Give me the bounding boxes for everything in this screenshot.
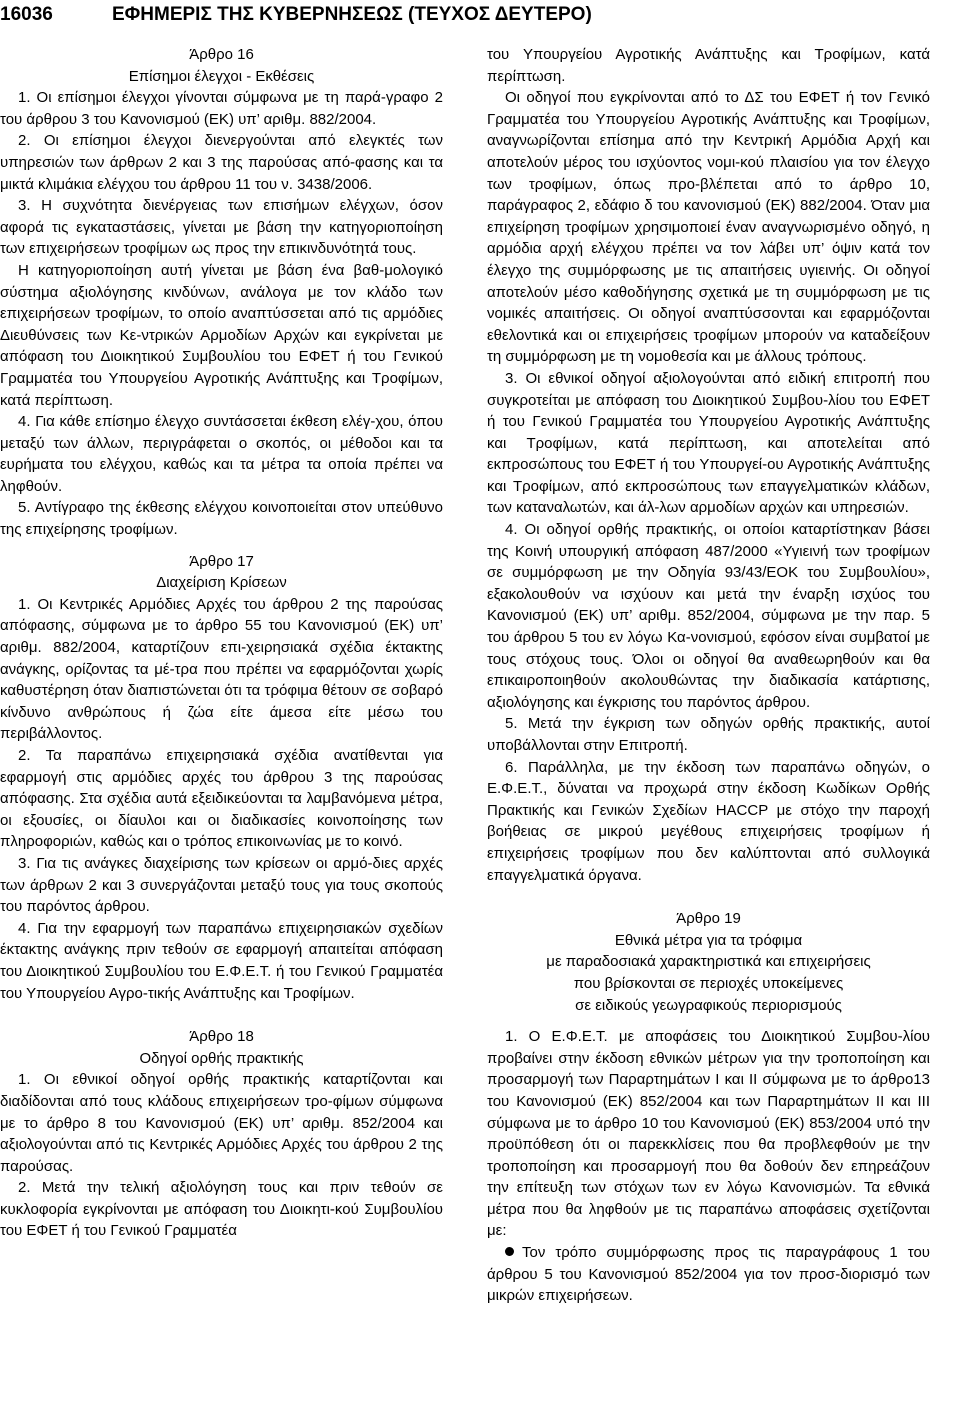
article-16-heading: [0, 44, 443, 87]
article-16-paragraph: Η κατηγοριοποίηση αυτή γίνεται με βάση ένα βαθ-μολογικό σύστημα αξιολόγησης κινδύνων, ανάλογα με τον κλάδο των επιχειρήσεων τροφίμων, το οποίο αναπτύσσεται από τις αρμόδιες Διευθύνσεις των Κε-ντρικών Αρμοδίων Αρχών και εγκρίνεται με απόφαση του Διοικητικού Συμβουλίου του ΕΦΕΤ ή του Γενικού Γραμματέα του Υπουργείου Αγροτικής Ανάπτυξης και Τροφίμων, κατά περίπτωση.: [0, 261, 443, 409]
spacer: [0, 1004, 443, 1026]
article-16-paragraph: 4. Για κάθε επίσημο έλεγχο συντάσσεται έκθεση ελέγ-χου, όπου μεταξύ των άλλων, περιγράφεται ο σκοπός, οι μέθοδοι και τα ευρήματα του ελέγχου, καθώς και τα μέτρα τα οποία πρέπει να ληφθούν.: [0, 413, 443, 495]
article-18-title: Οδηγοί ορθής πρακτικής: [139, 1049, 304, 1067]
article-16-title: Επίσημοι έλεγχοι - Εκθέσεις: [128, 67, 315, 85]
article-16-paragraph: 5. Αντίγραφο της έκθεσης ελέγχου κοινοποιείται στον υπεύθυνο της επιχείρησης τροφίμων.: [0, 499, 443, 539]
article-18-paragraph: Οι οδηγοί που εγκρίνονται από το ΔΣ του ΕΦΕΤ ή τον Γενικό Γραμματέα του Υπουργείου Αγροτικής Ανάπτυξης και Τροφίμων, αναγνωρίζονται επίσημα από την Κεντρική Αρμόδια Αρχή και αποτελούν μέρος του ισχύοντος νομι-κού πλαισίου για τον έλεγχο των τροφίμων, όπως προ-βλέπεται από το άρθρο 10, παράγραφος 2, εδάφιο δ του κανονισμού (ΕΚ) 882/2004. Όταν μια επιχείρηση τροφίμων χρησιμοποιεί έναν αναγνωρισμένο οδηγό, η αρμόδια αρχή ελέγχου πρέπει να τον λάβει υπ’ όψιν κατά τον έλεγχο της συμμόρφωσης με τις απαιτήσεις υγιεινής. Οι οδηγοί αποτελούν μέσο καθοδήγησης σχετικά με τη συμμόρφωση με τις νομικές απαιτήσεις. Οι οδηγοί αναπτύσσονται και εφαρμόζονται εθελοντικά και οι επιχειρήσεις τροφίμων μπορούν να καταδείξουν τη συμμόρφωση με τη νομοθεσία και με άλλους τρόπους.: [487, 89, 930, 366]
article-18-continued-paragraph: του Υπουργείου Αγροτικής Ανάπτυξης και Τροφίμων, κατά περίπτωση.: [487, 46, 930, 85]
article-18-heading: [0, 1026, 443, 1069]
left-column: [0, 44, 443, 1242]
article-16-number: Άρθρο 16: [189, 46, 254, 63]
article-16-paragraph: 2. Οι επίσημοι έλεγχοι διενεργούνται από ελεγκτές των υπηρεσιών των άρθρων 2 και 3 της παρούσας από-φασης και τα μικτά κλιμάκια ελέγχου του άρθρου 11 του ν. 3438/2006.: [0, 132, 443, 193]
journal-title: ΕΦΗΜΕΡΙΣ ΤΗΣ ΚΥΒΕΡΝΗΣΕΩΣ (ΤΕΥΧΟΣ ΔΕΥΤΕΡΟ): [112, 4, 592, 25]
article-19-title-line: που βρίσκονται σε περιοχές υποκείμενες: [573, 974, 844, 992]
article-18-number: Άρθρο 18: [189, 1028, 254, 1046]
article-19-title-line: με παραδοσιακά χαρακτηριστικά και επιχειρήσεις: [546, 953, 871, 971]
spacer: [487, 886, 930, 908]
page-header: [0, 2, 960, 32]
article-18-paragraph: 1. Οι εθνικοί οδηγοί ορθής πρακτικής καταρτίζονται και διαδίδονται από τους κλάδους επιχειρήσεων τρο-φίμων σύμφωνα με το άρθρο 8 του Κανονισμού (ΕΚ) υπ’ αριθμ. 852/2004 και αξιολογούνται από τις Κεντρικές Αρμόδιες Αρχές του άρθρου 2 της παρούσας.: [0, 1071, 443, 1175]
article-16-paragraph: 1. Οι επίσημοι έλεγχοι γίνονται σύμφωνα με τη παρά-γραφο 2 του άρθρου 3 του Κανονισμού (ΕΚ) υπ’ αριθμ. 882/2004.: [0, 89, 443, 128]
article-19-title-line: Εθνικά μέτρα για τα τρόφιμα: [614, 931, 803, 949]
article-17-title: Διαχείριση Κρίσεων: [156, 574, 287, 592]
article-18-paragraph: 5. Μετά την έγκριση των οδηγών ορθής πρακτικής, αυτοί υποβάλλονται στην Επιτροπή.: [487, 715, 930, 754]
article-17-number: Άρθρο 17: [189, 552, 254, 570]
article-19-heading: [487, 908, 930, 1016]
article-17-paragraph: 1. Οι Κεντρικές Αρμόδιες Αρχές του άρθρου 2 της παρούσας απόφασης, σύμφωνα με το άρθρο 55 του Κανονισμού (ΕΚ) υπ’ αριθμ. 882/2004, καταρτίζουν επι-χειρησιακά σχέδια έκτακτης ανάγκης, ορίζοντας τα μέ-τρα που πρέπει να εφαρμόζονται χωρίς καθυστέρηση όταν διαπιστώνεται ότι τα τρόφιμα θέτουν σε σοβαρό κίνδυνο ανθρώπους ή ζώα είτε άμεσα είτε μέσω του περιβάλλοντος.: [0, 595, 443, 743]
article-17-paragraph: 2. Τα παραπάνω επιχειρησιακά σχέδια ανατίθενται για εφαρμογή στις αρμόδιες αρχές του άρθρου 3 της παρούσας απόφασης. Στα σχέδια αυτά εξειδικεύονται τα λαμβανόμενα μέτρα, οι εξουσίες, οι δίαυλοι και οι διαδικασίες κοινοποίησης των πληροφοριών, καθώς και ο τρόπος επικοινωνίας με το κοινό.: [0, 747, 443, 851]
article-19-paragraph: 1. Ο Ε.Φ.Ε.Τ. με αποφάσεις του Διοικητικού Συμβου-λίου προβαίνει στην έκδοση εθνικών μέτρων για την τροποποίηση και προσαρμογή των Παραρτημάτων Ι και ΙΙ σύμφωνα με το άρθρο13 του Κανονισμού (ΕΚ) 852/2004 και των Παραρτημάτων ΙΙ και ΙΙΙ σύμφωνα με το άρθρο 10 του Κανονισμού (ΕΚ) 853/2004 υπό την προϋπόθεση ότι οι παρεκκλίσεις που θα προβλεφθούν με την τροποποίηση και προσαρμογή που θα δοθούν δεν επηρεάζουν την επίτευξη των στόχων των εν λόγω Κανονισμών. Τα εθνικά μέτρα που θα ληφθούν με τις παραπάνω αποφάσεις σχετίζονται με:: [487, 1028, 930, 1240]
bullet-icon: [505, 1247, 514, 1256]
article-18-paragraph: 6. Παράλληλα, με την έκδοση των παραπάνω οδηγών, ο Ε.Φ.Ε.Τ., δύναται να προχωρά στην έκδοση Κωδίκων Ορθής Πρακτικής και Γενικών Σχεδίων HACCP με στόχο την παροχή βοήθειας σε μικρού μεγέθους επιχειρήσεις τροφίμων ή επιχειρήσεις τροφίμων που δεν καλύπτονται από συλλογικά επαγγελματικά όργανα.: [487, 758, 930, 884]
article-16-paragraph: 3. Η συχνότητα διενέργειας των επισήμων ελέγχων, όσον αφορά τις εγκαταστάσεις, γίνεται με βάση την κατηγοριοποίηση των επιχειρήσεων τροφίμων ως προς την επικινδυνότητά τους.: [0, 197, 443, 258]
article-18-paragraph: 2. Μετά την τελική αξιολόγηση τους και πριν τεθούν σε κυκλοφορία εγκρίνονται με απόφαση του Διοικητι-κού Συμβουλίου του ΕΦΕΤ ή του Γενικού Γραμματέα: [0, 1179, 443, 1240]
article-19-number: Άρθρο 19: [676, 910, 741, 928]
spacer: [0, 541, 443, 551]
article-19-bullet-item: [487, 1242, 930, 1307]
article-18-paragraph: 3. Οι εθνικοί οδηγοί αξιολογούνται από ειδική επιτροπή που συγκροτείται με απόφαση του Διοικητικού Συμβου-λίου του ΕΦΕΤ ή του Γενικού Γραμματέα του Υπουργείου Αγροτικής Ανάπτυξης και Τροφίμων, κατά περίπτωση, και αποτελείται από εκπροσώπους του ΕΦΕΤ ή του Υπουργεί-ου Αγροτικής Ανάπτυξης και Τροφίμων, από εκπροσώπους των επαγγελματικών κλάδων, των καταναλωτών, και άλ-λων αρμοδίων αρχών και υπηρεσιών.: [487, 369, 930, 517]
right-column: [487, 44, 930, 1307]
article-17-heading: [0, 551, 443, 594]
article-19-title-line: σε ειδικούς γεωγραφικούς περιορισμούς: [575, 996, 842, 1014]
page-number: 16036: [0, 4, 53, 25]
article-17-paragraph: 3. Για τις ανάγκες διαχείρισης των κρίσεων οι αρμό-διες αρχές των άρθρων 2 και 3 συνεργάζονται μεταξύ τους για τους σκοπούς του παρόντος άρθρου.: [0, 854, 443, 916]
spacer: [487, 1016, 930, 1026]
article-18-paragraph: 4. Οι οδηγοί ορθής πρακτικής, οι οποίοι καταρτίστηκαν βάσει της Κοινή υπουργική απόφαση 487/2000 «Υγιεινή των τροφίμων σε συμμόρφωση με την Οδηγία 93/43/ΕΟΚ του Συμβουλίου», εξακολουθούν να ισχύουν και μετά την έναρξη ισχύος του Κανονισμού (ΕΚ) υπ’ αριθμ. 852/2004, σύμφωνα με την παρ. 5 του άρθρου 5 του εν λόγω Κα-νονισμού, εφόσον είναι συμβατοί με τους στόχους τους. Όλοι οι οδηγοί θα αναθεωρηθούν και θα επικαιροποιηθούν ακολουθώντας την διαδικασία κατάρτισης, αξιολόγησης και έγκρισης του παρόντος άρθρου.: [487, 521, 930, 711]
article-19-bullet-text: Τον τρόπο συμμόρφωσης προς τις παραγράφους 1 του άρθρου 5 του Κανονισμού 852/2004 για τον προσ-διορισμό των μικρών επιχειρήσεων.: [487, 1244, 930, 1305]
article-17-paragraph: 4. Για την εφαρμογή των παραπάνω επιχειρησιακών σχεδίων έκτακτης ανάγκης πριν τεθούν σε εφαρμογή απαιτείται απόφαση του Διοικητικού Συμβουλίου του Ε.Φ.Ε.Τ. ή του Γενικού Γραμματέα του Υπουργείου Αγρο-τικής Ανάπτυξης και Τροφίμων.: [0, 919, 443, 1002]
